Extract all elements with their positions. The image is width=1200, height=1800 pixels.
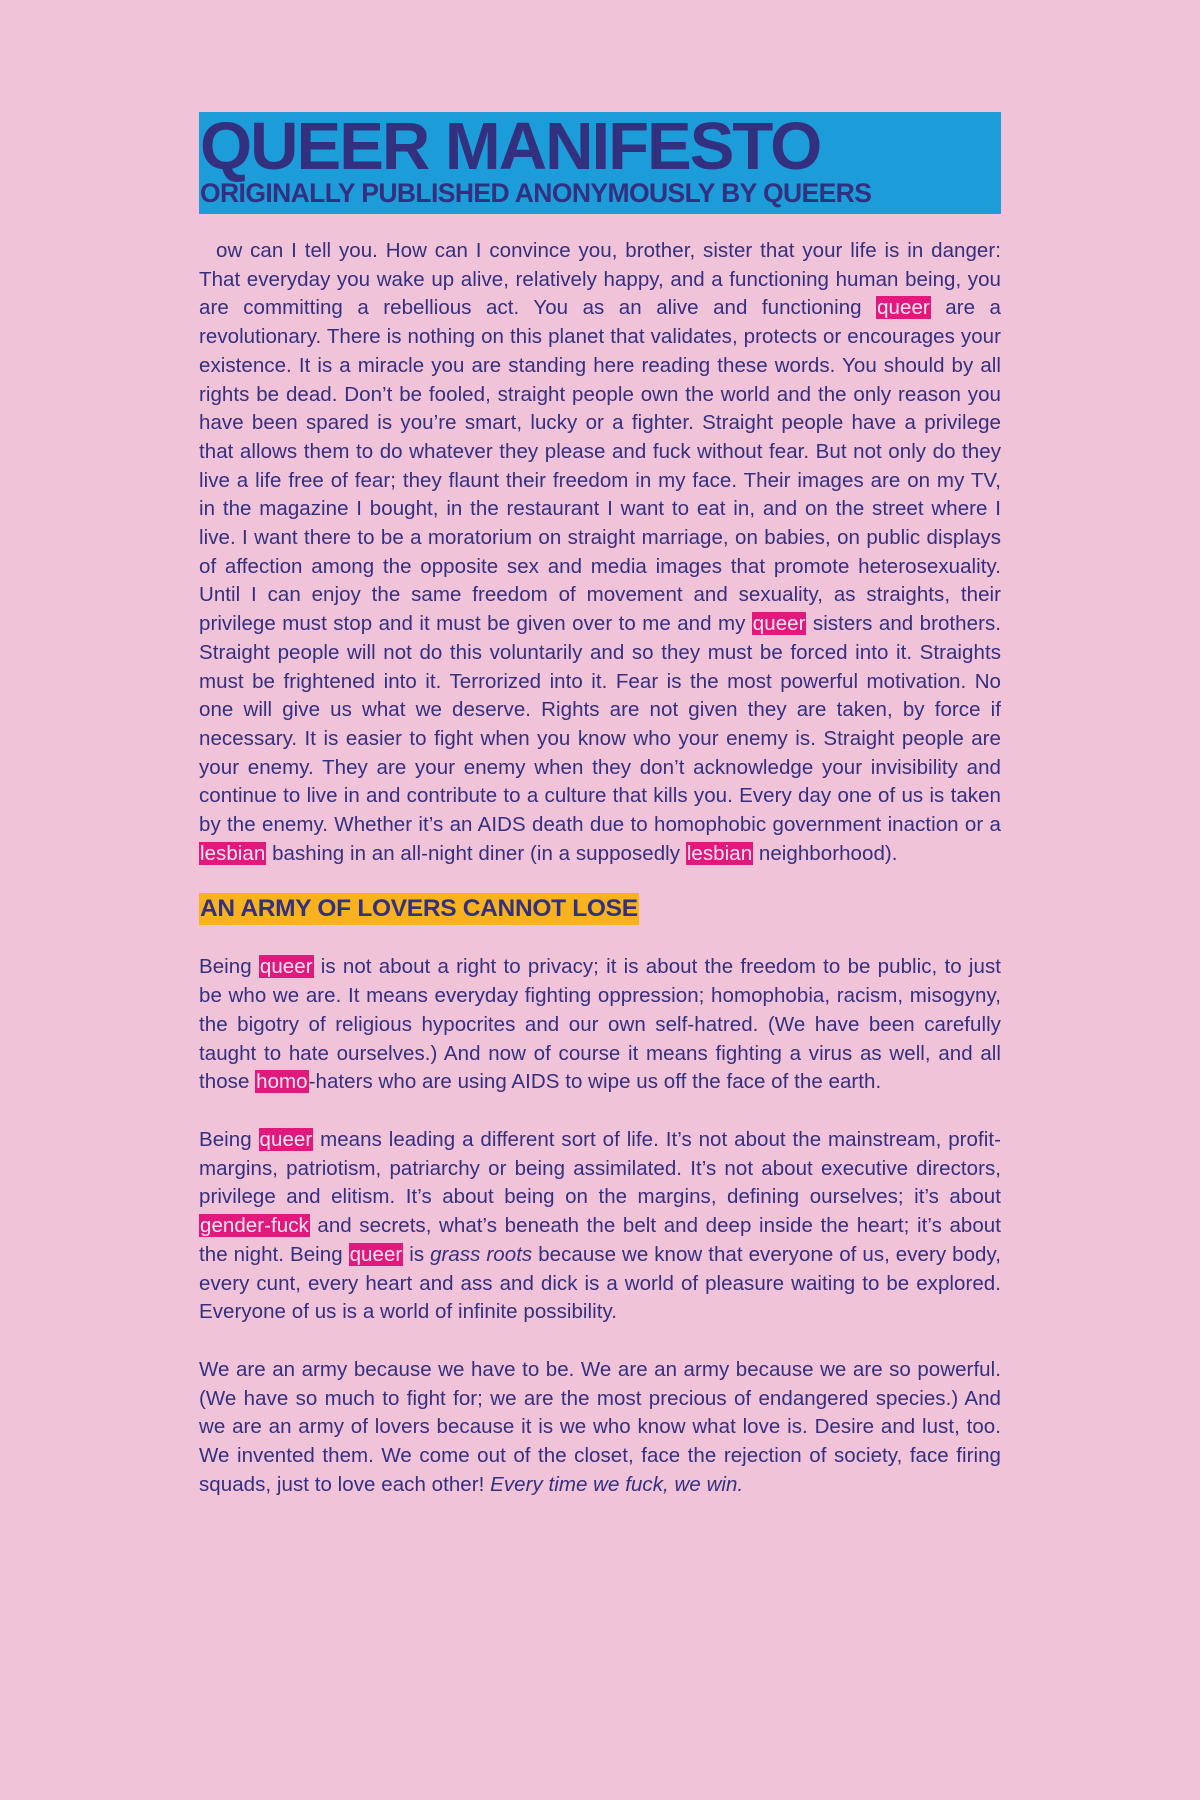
text-run: -haters who are using AIDS to wipe us off the face of the earth. xyxy=(308,1070,882,1094)
highlighted-word: lesbian xyxy=(686,841,753,865)
title-banner xyxy=(199,112,1001,214)
highlighted-word: queer xyxy=(877,296,930,320)
body-paragraph-privacy xyxy=(199,953,1001,1097)
highlighted-word: homo xyxy=(256,1070,308,1094)
text-run: is xyxy=(403,1242,431,1266)
page-title: QUEER MANIFESTO xyxy=(200,112,821,184)
body-paragraph-army xyxy=(199,1356,1001,1500)
highlighted-word: queer xyxy=(259,955,313,979)
highlighted-word: queer xyxy=(349,1242,403,1266)
highlighted-word: queer xyxy=(752,612,806,636)
text-run: is not about a right to privacy; it is about the freedom to be public, to just be who we are. It means everyday fighting oppression; homophobia, racism, misogyny, the bigotry of religious hypocrites and our own self-hatred. (We have been carefully taught to hate ourselves.) And now of course it means fighting a virus as well, and all those xyxy=(199,955,1001,1094)
text-run: because we know that everyone of us, every body, every cunt, every heart and ass and dick is a world of pleasure waiting to be explored. Everyone of us is a world of infinite possibility. xyxy=(199,1242,1002,1324)
italic-phrase: grass roots xyxy=(430,1242,533,1266)
section-heading: AN ARMY OF LOVERS CANNOT LOSE xyxy=(199,893,639,925)
text-run: Being xyxy=(199,1127,259,1151)
text-run: neighborhood). xyxy=(753,841,898,865)
highlighted-word: lesbian xyxy=(200,841,266,865)
text-run: Being xyxy=(199,955,259,979)
text-run: means leading a different sort of life. It’s not about the mainstream, profit-margins, patriotism, patriarchy or being assimilated. It’s not about executive directors, privilege and elitism. It’s about being on the margins, defining ourselves; it’s about xyxy=(199,1127,1001,1209)
manifesto-page xyxy=(199,112,1001,1499)
body-paragraph-different-life xyxy=(199,1126,1001,1327)
highlighted-word: queer xyxy=(259,1127,313,1151)
text-run: We are an army because we have to be. We are an army because we are so powerful. (We have so much to fight for; we are the most precious of endangered species.) And we are an army of lovers because it is we who know what love is. Desire and lust, too. We invented them. We come out of the closet, face the rejection of society, face firing squads, just to love each other! xyxy=(199,1357,1001,1496)
intro-paragraph xyxy=(199,237,1001,868)
section-heading-row xyxy=(199,893,1001,925)
text-run: sisters and brothers. Straight people will not do this voluntarily and so they must be forced into it. Straights must be frightened into it. Terrorized into it. Fear is the most powerful motivation. No one will give us what we deserve. Rights are not given they are taken, by force if necessary. It is easier to fight when you know who your enemy is. Straight people are your enemy. They are your enemy when they don’t acknowledge your invisibility and continue to live in and contribute to a culture that kills you. Every day one of us is taken by the enemy. Whether it’s an AIDS death due to homophobic government inaction or a xyxy=(199,612,1001,837)
italic-phrase: Every time we fuck, we win. xyxy=(490,1472,744,1496)
text-run: and secrets, what’s beneath the belt and deep inside the heart; it’s about the night. Being xyxy=(199,1214,1001,1266)
text-run: bashing in an all-night diner (in a supposedly xyxy=(266,841,686,865)
page-subtitle: ORIGINALLY PUBLISHED ANONYMOUSLY BY QUEERS xyxy=(200,178,872,208)
text-run: are a revolutionary. There is nothing on this planet that validates, protects or encourages your existence. It is a miracle you are standing here reading these words. You should by all rights be dead. Don’t be fooled, straight people own the world and the only reason you have been spared is you’re smart, lucky or a fighter. Straight people have a privilege that allows them to do whatever they please and fuck without fear. But not only do they live a life free of fear; they flaunt their freedom in my face. Their images are on my TV, in the magazine I bought, in the restaurant I want to eat in, and on the street where I live. I want there to be a moratorium on straight marriage, on babies, on public displays of affection among the opposite sex and media images that promote heterosexuality. Until I can enjoy the same freedom of movement and sexuality, as straights, their privilege must stop and it must be given over to me and my xyxy=(199,296,1001,636)
text-run: ow can I tell you. How can I convince you, brother, sister that your life is in danger: That everyday you wake up alive, relatively happy, and a functioning human being, you are committing a rebellious act. You as an alive and functioning xyxy=(199,239,1001,320)
highlighted-word: gender-fuck xyxy=(200,1214,309,1238)
